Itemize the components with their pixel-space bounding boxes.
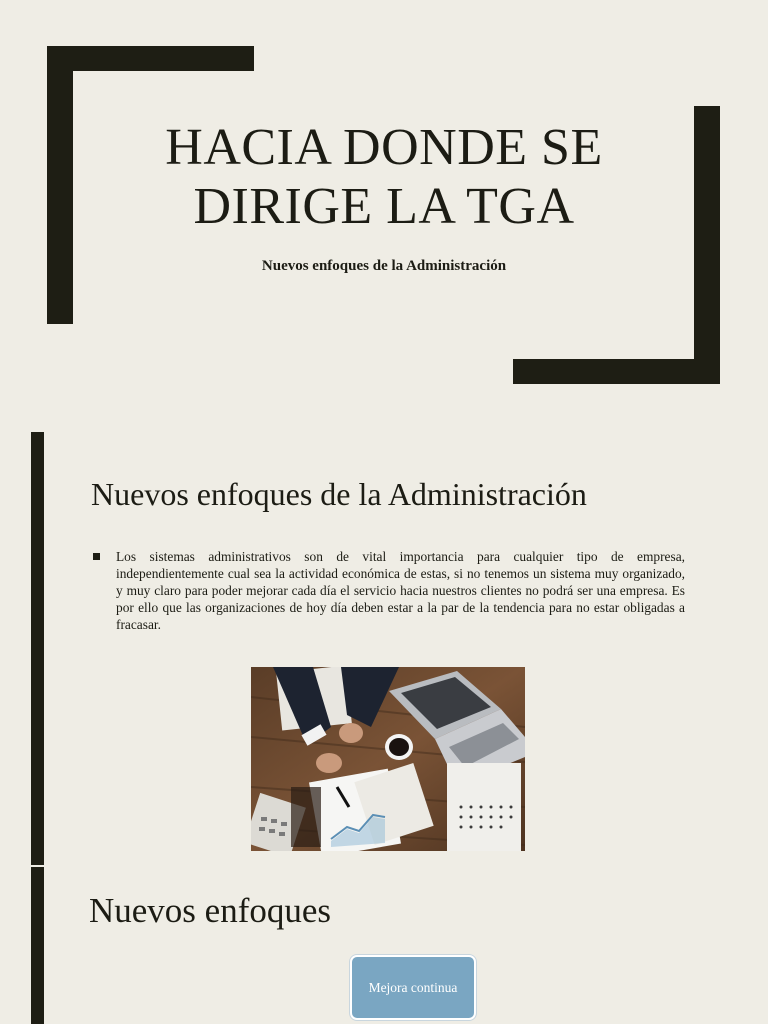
section-heading: Nuevos enfoques de la Administración (91, 476, 587, 512)
smartart-slide (0, 867, 768, 1024)
frame-bracket-right (694, 106, 720, 384)
mejora-continua-label: Mejora continua (368, 979, 458, 995)
section-heading: Nuevos enfoques (89, 891, 332, 930)
title-slide (0, 0, 768, 420)
bullet-item (93, 548, 685, 633)
desk-illustration (251, 667, 525, 851)
bullet-text: Los sistemas administrativos son de vital importancia para cualquier tipo de empresa, independientemente cual sea la actividad económica de estas, si no tenemos un sistema muy organizado, y muy claro para poder mejorar cada día el servicio hacia nuestros clientes no podrá ser una empresa. Es por ello que las organizaciones de hoy día deben estar a la par de la tendencia para no estar obligadas a fracasar. (116, 549, 685, 632)
square-bullet-icon (93, 553, 100, 560)
slide-title: HACIA DONDE SE DIRIGE LA TGA (165, 119, 603, 235)
frame-bracket-left (47, 46, 73, 324)
mejora-continua-box[interactable] (350, 955, 476, 1020)
content-slide (0, 432, 768, 865)
slide-subtitle: Nuevos enfoques de la Administración (261, 258, 507, 274)
frame-bracket-bottom (513, 359, 720, 384)
side-accent-bar (31, 432, 44, 865)
frame-bracket-top (47, 46, 254, 71)
business-desk-photo (251, 667, 525, 851)
side-accent-bar (31, 867, 44, 1024)
